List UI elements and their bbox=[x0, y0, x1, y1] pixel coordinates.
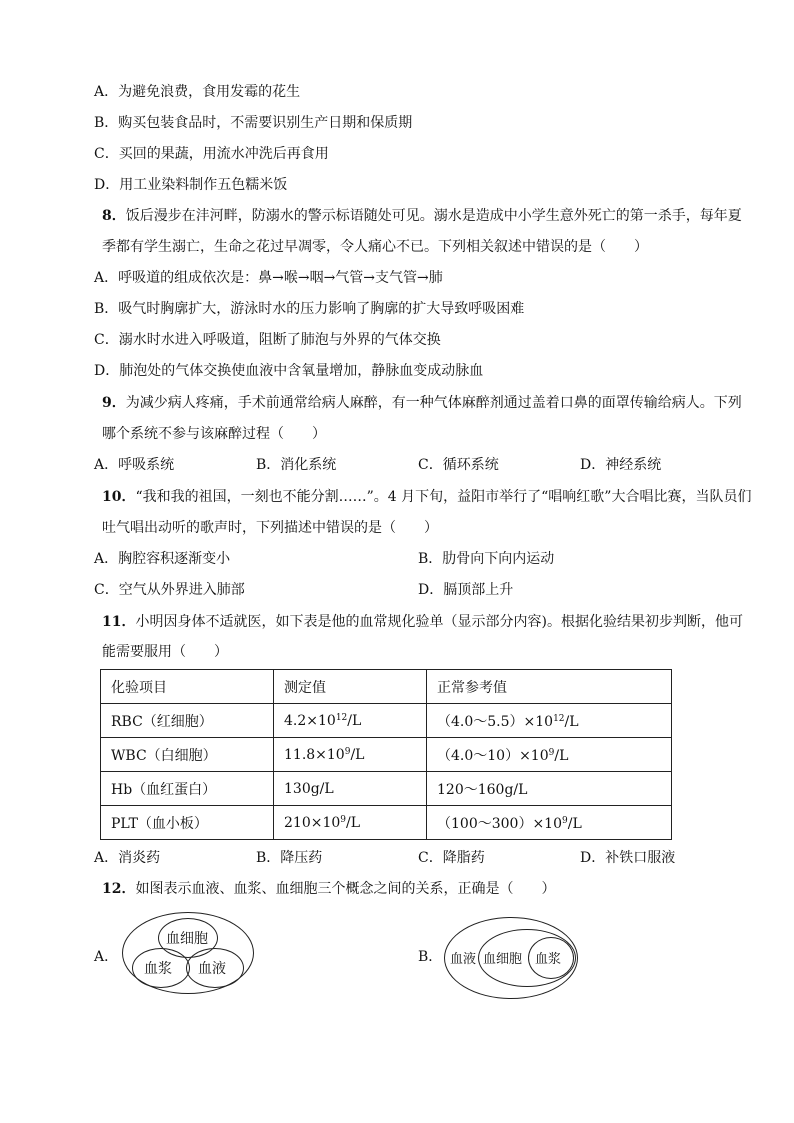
q10-stem-text: “我和我的祖国，一刻也不能分割……”。4 月下旬，益阳市举行了“唱响红歌”大合唱比赛，当队员们 bbox=[135, 489, 752, 505]
q8-stem-line2: 季都有学生溺亡，生命之花过早凋零，令人痛心不已。下列相关叙述中错误的是（ ） bbox=[102, 239, 648, 255]
diagram-b-label-inner: 血浆 bbox=[535, 952, 562, 967]
q9-option-b: B．消化系统 bbox=[256, 457, 337, 473]
table-header-value: 测定值 bbox=[274, 670, 427, 704]
table-row bbox=[101, 806, 672, 840]
q11-option-b: B．降压药 bbox=[256, 850, 323, 866]
diagram-b-label-middle: 血细胞 bbox=[483, 952, 523, 967]
q10-number: 10． bbox=[102, 489, 136, 505]
q10-option-a: A．胸腔容积逐渐变小 bbox=[94, 551, 231, 567]
q10-option-d: D．膈顶部上升 bbox=[418, 582, 514, 598]
table-cell-reference: $(4.0\sim 10)\times 10^9/L$ bbox=[427, 738, 672, 772]
table-header-row bbox=[101, 670, 672, 704]
q10-stem-line2: 吐气唱出动听的歌声时，下列描述中错误的是（ ） bbox=[102, 520, 438, 536]
blood-test-table bbox=[100, 669, 672, 840]
q10-option-c: C．空气从外界进入肺部 bbox=[94, 582, 245, 598]
q10-stem-line1 bbox=[102, 487, 751, 507]
q12-stem-text: 如图表示血液、血浆、血细胞三个概念之间的关系，正确是（ ） bbox=[135, 881, 556, 897]
table-cell-item: RBC（红细胞） bbox=[101, 704, 274, 738]
table-cell-item: Hb（血红蛋白） bbox=[101, 772, 274, 806]
q7-option-c: C．买回的果蔬，用流水冲洗后再食用 bbox=[94, 146, 329, 162]
q9-stem-text: 为减少病人疼痛，手术前通常给病人麻醉，有一种气体麻醉剂通过盖着口鼻的面罩传输给病人。下列 bbox=[125, 395, 742, 411]
table-cell-reference: $(4.0\sim 5.5)\times 10^{12}/L$ bbox=[427, 704, 672, 738]
table-cell-item: PLT（血小板） bbox=[101, 806, 274, 840]
table-cell-reference: 120～160g/L bbox=[427, 772, 672, 806]
q8-stem-text: 饭后漫步在沣河畔，防溺水的警示标语随处可见。溺水是造成中小学生意外死亡的第一杀手，每年夏 bbox=[125, 208, 742, 224]
q9-option-a: A．呼吸系统 bbox=[94, 457, 175, 473]
q10-option-b: B．肋骨向下向内运动 bbox=[418, 551, 555, 567]
table-cell-value: $4.2\times 10^{12}/L$ bbox=[274, 704, 427, 738]
table-cell-value: $11.8\times 10^9/L$ bbox=[274, 738, 427, 772]
venn-diagram-a bbox=[122, 912, 254, 994]
q8-option-c: C．溺水时水进入呼吸道，阻断了肺泡与外界的气体交换 bbox=[94, 332, 441, 348]
q9-stem-line2: 哪个系统不参与该麻醉过程（ ） bbox=[102, 426, 326, 442]
diagram-a-option-label: A． bbox=[94, 949, 119, 965]
diagram-a-label-top: 血细胞 bbox=[166, 931, 208, 947]
q11-option-d: D．补铁口服液 bbox=[580, 850, 676, 866]
table-row bbox=[101, 772, 672, 806]
q8-option-b: B．吸气时胸廓扩大，游泳时水的压力影响了胸廓的扩大导致呼吸困难 bbox=[94, 301, 525, 317]
diagram-a-label-left: 血浆 bbox=[144, 961, 172, 977]
table-header-reference: 正常参考值 bbox=[427, 670, 672, 704]
table-cell-value: $210\times 10^9/L$ bbox=[274, 806, 427, 840]
table-cell-value: 130g/L bbox=[274, 772, 427, 806]
venn-diagram-b bbox=[444, 917, 578, 999]
q8-stem-line1 bbox=[102, 206, 742, 226]
q9-option-c: C．循环系统 bbox=[418, 457, 499, 473]
q8-option-d: D．肺泡处的气体交换使血液中含氧量增加，静脉血变成动脉血 bbox=[94, 363, 484, 379]
q8-number: 8． bbox=[102, 208, 126, 224]
table-row bbox=[101, 738, 672, 772]
q11-stem-line1 bbox=[102, 612, 743, 632]
q7-option-a: A．为避免浪费，食用发霉的花生 bbox=[94, 84, 301, 100]
q9-stem-line1 bbox=[102, 393, 742, 413]
q12-stem bbox=[102, 879, 555, 899]
q8-option-a: A．呼吸道的组成依次是：鼻→喉→咽→气管→支气管→肺 bbox=[94, 270, 443, 286]
q7-option-b: B．购买包装食品时，不需要识别生产日期和保质期 bbox=[94, 115, 413, 131]
q11-stem-text: 小明因身体不适就医，如下表是他的血常规化验单（显示部分内容)。根据化验结果初步判断，他可 bbox=[135, 614, 743, 630]
q11-option-a: A．消炎药 bbox=[94, 850, 161, 866]
q11-stem-line2: 能需要服用（ ） bbox=[102, 644, 228, 660]
q12-number: 12． bbox=[102, 881, 136, 897]
table-header-item: 化验项目 bbox=[101, 670, 274, 704]
table-row bbox=[101, 704, 672, 738]
q9-number: 9． bbox=[102, 395, 126, 411]
diagram-a-label-right: 血液 bbox=[198, 961, 226, 977]
q7-option-d: D．用工业染料制作五色糯米饭 bbox=[94, 177, 288, 193]
q11-number: 11． bbox=[102, 614, 136, 630]
q9-option-d: D．神经系统 bbox=[580, 457, 662, 473]
table-cell-reference: $(100\sim 300)\times 10^9/L$ bbox=[427, 806, 672, 840]
diagram-b-option-label: B． bbox=[418, 949, 443, 965]
q11-option-c: C．降脂药 bbox=[418, 850, 485, 866]
diagram-b-label-outer: 血液 bbox=[450, 952, 477, 967]
table-cell-item: WBC（白细胞） bbox=[101, 738, 274, 772]
